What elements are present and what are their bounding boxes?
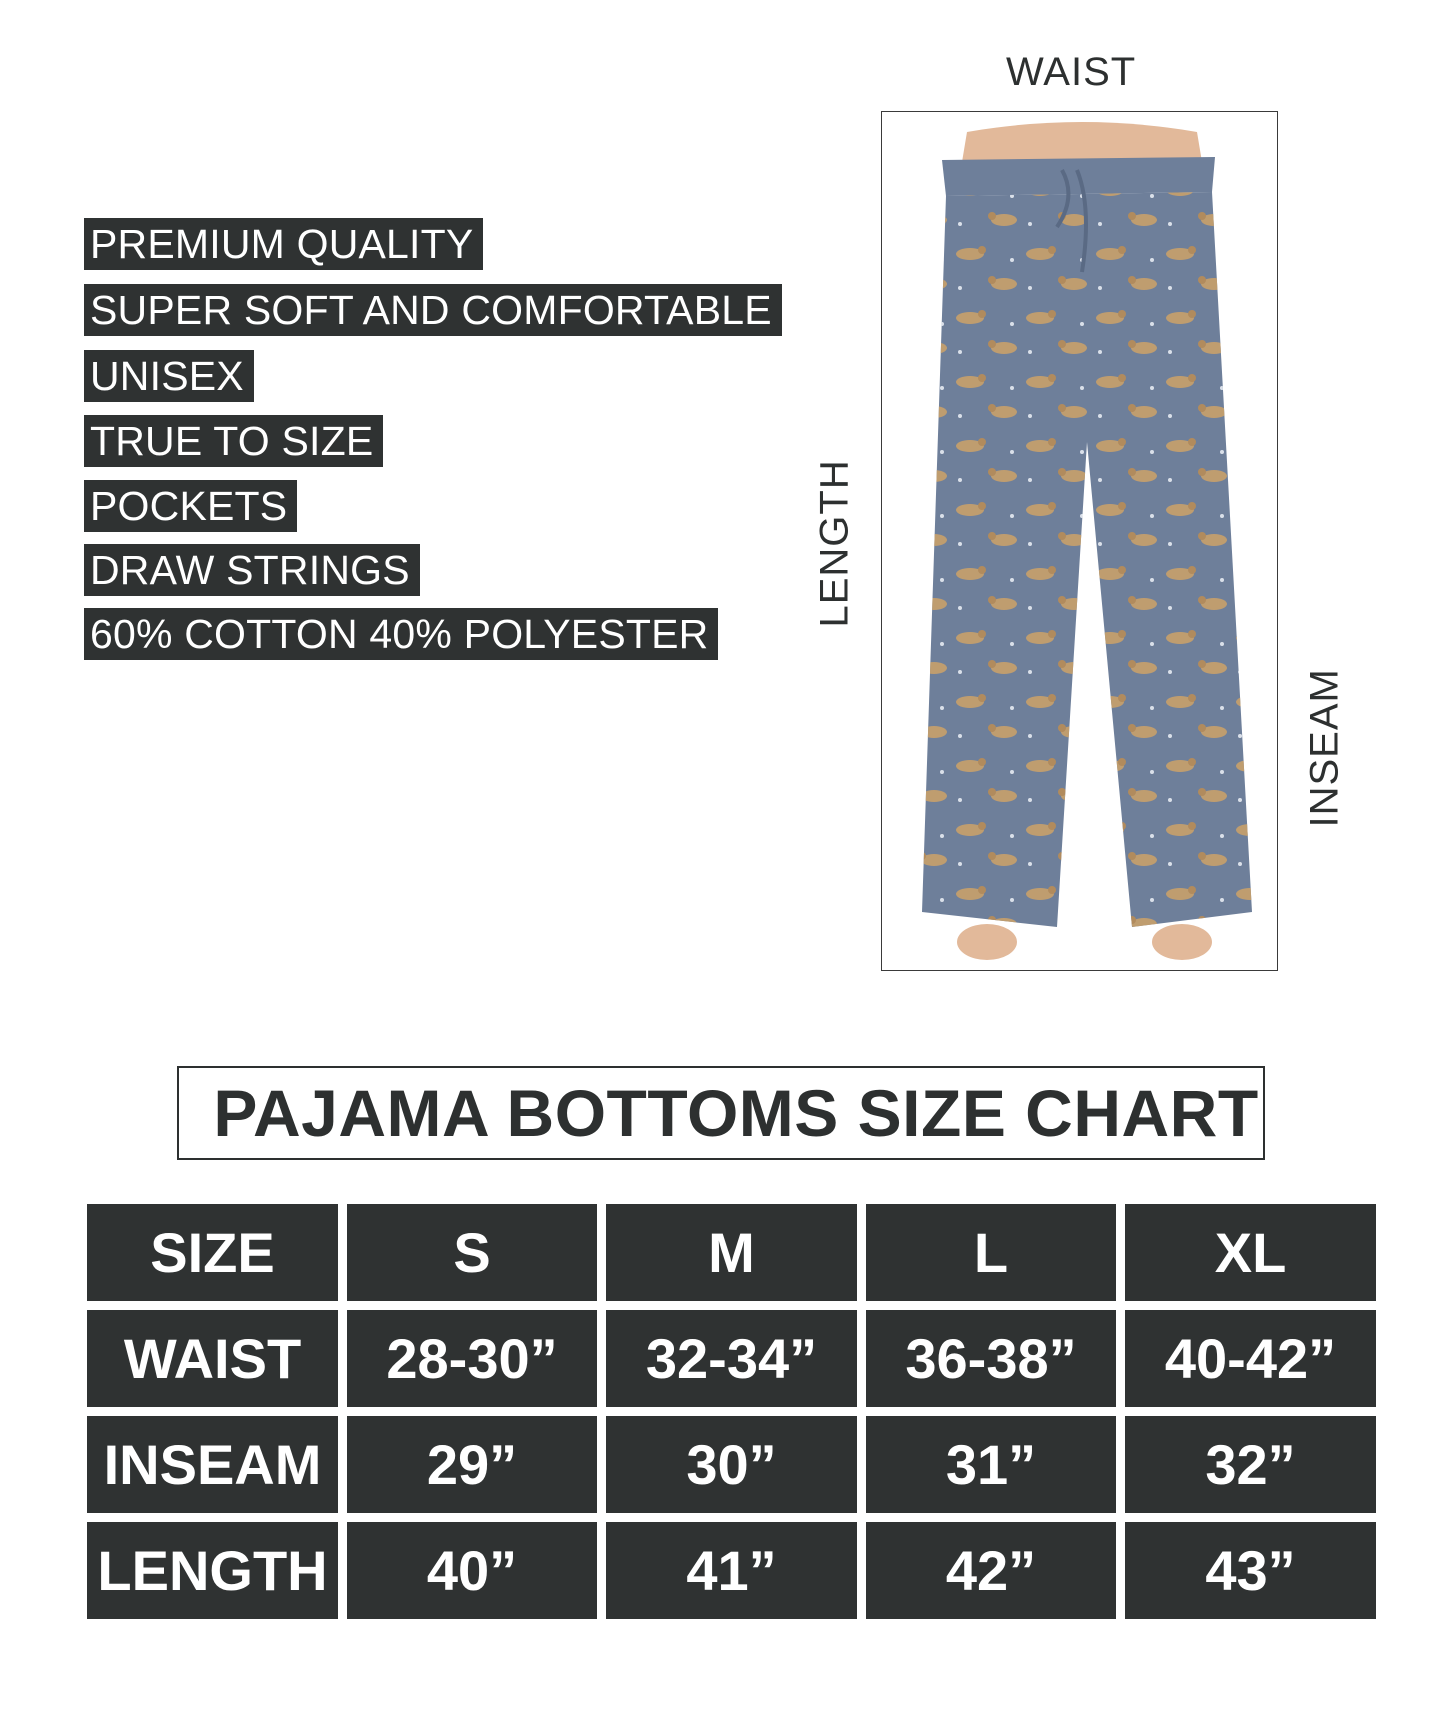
table-header-cell: L bbox=[866, 1204, 1116, 1301]
size-chart-title: PAJAMA BOTTOMS SIZE CHART bbox=[213, 1076, 1259, 1150]
table-cell: 40” bbox=[347, 1522, 597, 1619]
table-cell: 41” bbox=[606, 1522, 857, 1619]
mannequin-torso bbox=[962, 122, 1202, 162]
feature-label: UNISEX bbox=[84, 350, 254, 402]
inseam-label: INSEAM bbox=[1302, 668, 1347, 828]
table-cell: 29” bbox=[347, 1416, 597, 1513]
table-row-label: WAIST bbox=[87, 1310, 338, 1407]
table-cell: 32” bbox=[1125, 1416, 1376, 1513]
table-row-label: LENGTH bbox=[87, 1522, 338, 1619]
feature-label: 60% COTTON 40% POLYESTER bbox=[84, 608, 718, 660]
table-cell: 36-38” bbox=[866, 1310, 1116, 1407]
table-header-cell: S bbox=[347, 1204, 597, 1301]
feature-label: PREMIUM QUALITY bbox=[84, 218, 483, 270]
waist-label: WAIST bbox=[1006, 50, 1137, 94]
table-cell: 43” bbox=[1125, 1522, 1376, 1619]
table-cell: 31” bbox=[866, 1416, 1116, 1513]
length-label: LENGTH bbox=[812, 459, 857, 628]
table-cell: 42” bbox=[866, 1522, 1116, 1619]
feature-label: TRUE TO SIZE bbox=[84, 415, 383, 467]
mannequin-foot-right bbox=[1152, 924, 1212, 960]
table-header-cell: SIZE bbox=[87, 1204, 338, 1301]
table-cell: 30” bbox=[606, 1416, 857, 1513]
table-header-cell: XL bbox=[1125, 1204, 1376, 1301]
mannequin-foot-left bbox=[957, 924, 1017, 960]
table-header-cell: M bbox=[606, 1204, 857, 1301]
feature-label: DRAW STRINGS bbox=[84, 544, 420, 596]
table-row-label: INSEAM bbox=[87, 1416, 338, 1513]
pajama-pants-illustration bbox=[882, 112, 1276, 969]
table-cell: 40-42” bbox=[1125, 1310, 1376, 1407]
pants-image-frame bbox=[881, 111, 1278, 971]
table-cell: 28-30” bbox=[347, 1310, 597, 1407]
feature-label: POCKETS bbox=[84, 480, 297, 532]
size-chart-title-box bbox=[177, 1066, 1265, 1160]
table-cell: 32-34” bbox=[606, 1310, 857, 1407]
feature-label: SUPER SOFT AND COMFORTABLE bbox=[84, 284, 782, 336]
